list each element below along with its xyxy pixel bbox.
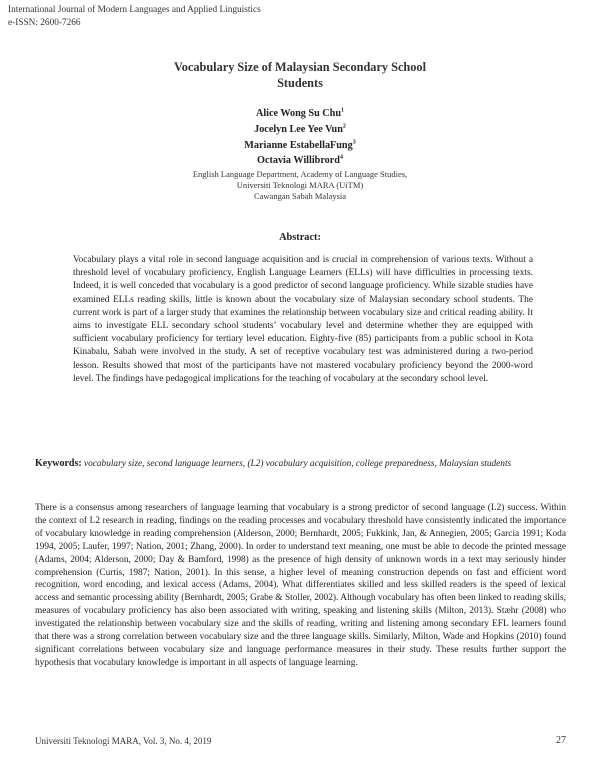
author-name xyxy=(0,153,600,169)
abstract-text: Vocabulary plays a vital role in second language acquisition and is crucial in comprehension of various texts. Without a threshold level of vocabulary proficiency, English Language Learners (ELLs) will have difficulties in processing texts. Indeed, it is well conceded that vocabulary is a good predictor of second language proficiency. While sizable studies have examined ELLs reading skills, little is known about the vocabulary size of Malaysian secondary school students. The current work is part of a larger study that examines the relationship between vocabulary size and critical reading ability. It aims to investigate ELL secondary school students’ vocabulary level and determine whether they are equipped with sufficient vocabulary proficiency for tertiary level education. Eighty-five (85) participants from a public school in Kota Kinabalu, Sabah were involved in the study. A set of receptive vocabulary test was administered during a two-period lesson. Results showed that most of the participants have not mastered vocabulary proficiency beyond the 2000-word level. The findings have pedagogical implications for the teaching of vocabulary at the secondary school level. xyxy=(73,255,533,384)
author-name-text: Octavia Willibrord xyxy=(257,155,340,167)
paper-title-line-2: Students xyxy=(277,75,323,90)
author-name xyxy=(0,106,600,122)
footer-citation: Universiti Teknologi MARA, Vol. 3, No. 4, 2019 xyxy=(35,736,212,746)
abstract-heading: Abstract: xyxy=(279,232,321,243)
affiliation-line: English Language Department, Academy of Language Studies, xyxy=(192,169,408,180)
author-affiliation-marker: 4 xyxy=(339,155,343,161)
author-name xyxy=(0,122,600,138)
author-name-text: Jocelyn Lee Yee Vun xyxy=(254,123,343,135)
keywords-text: vocabulary size, second language learners, (L2) vocabulary acquisition, college preparedness, Malaysian students xyxy=(84,459,512,469)
affiliation-line: Cawangan Sabah Malaysia xyxy=(253,191,347,202)
author-name-text: Marianne EstabellaFung xyxy=(244,139,353,151)
journal-issn: e-ISSN: 2600-7266 xyxy=(8,18,81,28)
affiliation-line: Universiti Teknologi MARA (UiTM) xyxy=(236,180,364,191)
paper-title-line-1: Vocabulary Size of Malaysian Secondary School xyxy=(174,60,426,74)
paper-title xyxy=(0,60,600,91)
keywords-label: Keywords: xyxy=(35,458,82,469)
author-name-text: Alice Wong Su Chu xyxy=(255,108,342,119)
author-block xyxy=(0,106,600,202)
journal-header xyxy=(8,4,261,30)
author-affiliation-marker: 2 xyxy=(342,123,346,130)
author-affiliation-marker: 3 xyxy=(352,139,356,146)
journal-name: International Journal of Modern Languages and Applied Linguistics xyxy=(8,5,261,15)
author-name xyxy=(0,138,600,154)
body-paragraph: There is a consensus among researchers of language learning that vocabulary is a strong predictor of second language (L2) success. Within the context of L2 research in reading, findings on the reading processes and vocabulary threshold have consistently indicated the importance of vocabulary knowledge in reading comprehension (Alderson, 2000; Bernhardt, 2005; Fukkink, Jan, & Annegien, 2005; Garcia 1991; Koda 1994, 2005; Laufer, 1997; Nation, 2001; Zhang, 2000). In order to understand text meaning, one must be able to decode the printed message (Adams, 2004; Alderson, 2000; Day & Bamford, 1998) as the presence of high density of unknown words in a text may seriously hinder comprehension (Curtis, 1987; Nation, 2001). In this sense, a higher level of meaning construction depends on fast and efficient word recognition, word encoding, and lexical access (Adams, 2004). What differentiates skilled and less skilled readers is the speed of lexical access and semantic processing ability (Bernhardt, 2005; Grabe & Stoller, 2002). Although vocabulary has often been linked to reading skills, measures of vocabulary proficiency has also been associated with writing, speaking and listening skills (Milton, 2013). Stæhr (2008) who investigated the relationship between vocabulary size and the skills of reading, writing and listening among secondary EFL learners found that there was a strong correlation between vocabulary size and the three language skills. Similarly, Milton, Wade and Hopkins (2010) found significant correlations between vocabulary size and language performance measures in their study. These results further support the hypothesis that vocabulary knowledge is important in all aspects of language learning. xyxy=(35,503,566,668)
page-number: 27 xyxy=(556,735,566,746)
author-affiliation-marker: 1 xyxy=(341,107,345,114)
keywords xyxy=(35,457,551,471)
